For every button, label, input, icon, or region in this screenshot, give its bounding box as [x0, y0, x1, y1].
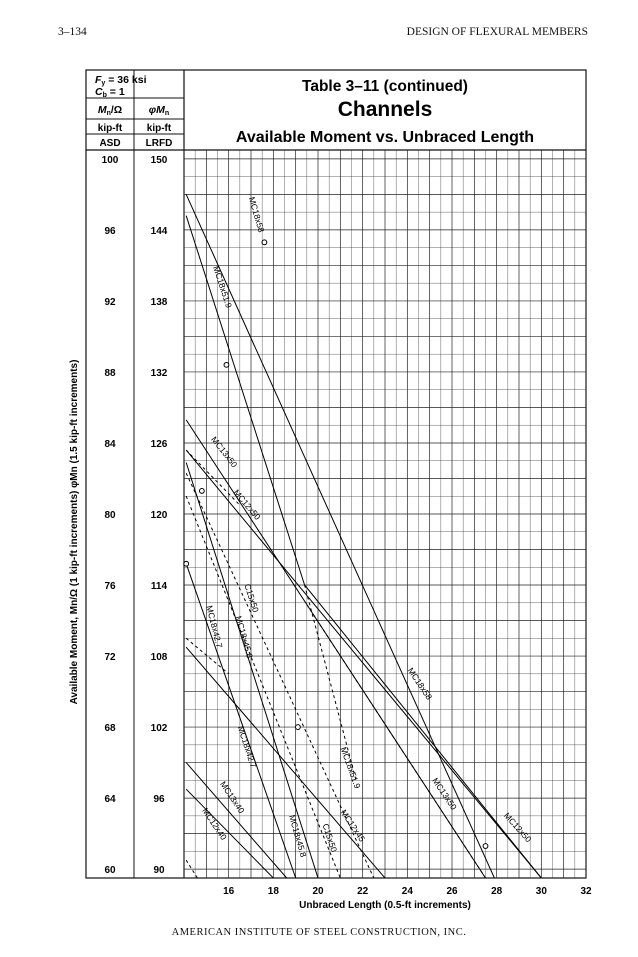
y-tick-asd: 76: [104, 581, 116, 593]
y-tick-asd: 60: [104, 865, 116, 877]
y-tick-asd: 64: [104, 794, 116, 806]
y-tick-asd: 100: [101, 154, 119, 166]
table-frame: [86, 70, 586, 878]
lrfd-column-symbol: φMn: [148, 104, 170, 117]
y-tick-asd: 88: [104, 367, 116, 379]
y-tick-asd: 72: [104, 652, 116, 664]
plot-area: [186, 194, 541, 878]
marker-mc18x42-7: [184, 561, 189, 566]
chart-grid: [184, 150, 586, 878]
marker-mc18x58: [262, 240, 267, 245]
series-line-mc13x40: [186, 763, 287, 878]
curve-label-mc18x45-8: MC18x45.8: [233, 614, 256, 660]
curve-label-mc13x50: MC13x50: [430, 775, 459, 812]
page-footer: AMERICAN INSTITUTE OF STEEL CONSTRUCTION, INC.: [171, 927, 467, 938]
table-title: Table 3–11 (continued): [302, 78, 468, 95]
x-tick-label: 18: [267, 886, 279, 897]
curve-label-mc18x58: MC18x58: [246, 195, 267, 234]
x-tick-label: 32: [580, 886, 592, 897]
y-tick-lrfd: 96: [153, 794, 165, 806]
y-tick-asd: 92: [104, 296, 116, 308]
curve-label-c15x50: C15x50: [242, 582, 261, 614]
y-axis-label: Available Moment, Mn/Ω (1 kip-ft increments) φMn (1.5 kip-ft increments): [69, 359, 80, 705]
asd-label: ASD: [99, 138, 121, 149]
x-axis-label: Unbraced Length (0.5-ft increments): [299, 900, 471, 911]
cb-label: Cb = 1: [95, 86, 125, 99]
marker-mc12x50: [483, 844, 488, 849]
curve-label-mc13x40: MC13x40: [218, 779, 247, 816]
curve-label-mc12x40: MC12x40: [200, 806, 229, 842]
curve-label-mc18x58: MC18x58: [405, 665, 435, 702]
curve-label-mc12x50: MC12x50: [231, 487, 263, 522]
section-title: DESIGN OF FLEXURAL MEMBERS: [406, 26, 588, 38]
x-tick-label: 28: [491, 886, 503, 897]
curve-label-mc18x42-7: MC18x42.7: [204, 604, 225, 649]
x-tick-label: 20: [312, 886, 324, 897]
curve-label-mc13x50: MC13x50: [209, 434, 240, 470]
y-tick-lrfd: 150: [150, 154, 168, 166]
x-tick-label: 26: [446, 886, 458, 897]
fy-label: Fy = 36 ksi: [95, 74, 147, 87]
series-line-mc18x51-9: [186, 216, 541, 878]
lrfd-unit: kip-ft: [146, 123, 172, 134]
series-line-mc13x50: [186, 420, 485, 878]
y-tick-lrfd: 120: [150, 510, 168, 521]
asd-unit: kip-ft: [97, 123, 123, 134]
series-line-mc18x42-7: [186, 564, 296, 878]
table-subtitle: Channels: [337, 98, 433, 121]
asd-column-symbol: Mn/Ω: [97, 104, 123, 117]
y-tick-lrfd: 114: [150, 581, 168, 593]
y-tick-lrfd: 144: [150, 225, 168, 237]
y-tick-asd: 68: [104, 723, 116, 735]
x-tick-labels: [223, 886, 592, 897]
marker-layer: [184, 240, 488, 849]
curve-label-mc18x51-9: MC18x51.9: [211, 264, 235, 310]
y-tick-asd: 84: [104, 438, 116, 450]
curve-label-mc18x45-8: MC18x45.8: [287, 813, 309, 859]
marker-c15x50: [296, 725, 301, 730]
lrfd-label: LRFD: [145, 138, 173, 149]
y-tick-lrfd: 138: [150, 296, 168, 308]
x-tick-label: 16: [223, 886, 235, 897]
curve-label-mc12x45: MC12x45: [338, 807, 368, 844]
curve-label-mc12x50: MC12x50: [501, 810, 534, 845]
y-tick-asd: 96: [104, 225, 116, 237]
curve-label-mc18x42-7: MC18x42.7: [235, 724, 259, 770]
y-tick-labels: [102, 155, 168, 876]
curve-label-c15x50: C15x50: [320, 822, 340, 854]
y-tick-lrfd: 108: [150, 652, 168, 664]
y-tick-lrfd: 102: [150, 723, 168, 735]
y-tick-lrfd: 90: [153, 865, 165, 877]
marker-mc18x51-9: [224, 362, 229, 367]
curve-label-mc18x51-9: MC18x51.9: [338, 745, 363, 790]
x-tick-label: 24: [401, 886, 413, 897]
x-tick-label: 30: [535, 886, 547, 897]
table-caption: Available Moment vs. Unbraced Length: [235, 129, 535, 146]
y-tick-asd: 80: [104, 510, 116, 521]
y-tick-lrfd: 126: [150, 438, 168, 450]
x-tick-label: 22: [357, 886, 369, 897]
marker-mc18x45-8: [199, 489, 204, 494]
y-tick-lrfd: 132: [150, 367, 168, 379]
page-number: 3–134: [58, 26, 87, 38]
